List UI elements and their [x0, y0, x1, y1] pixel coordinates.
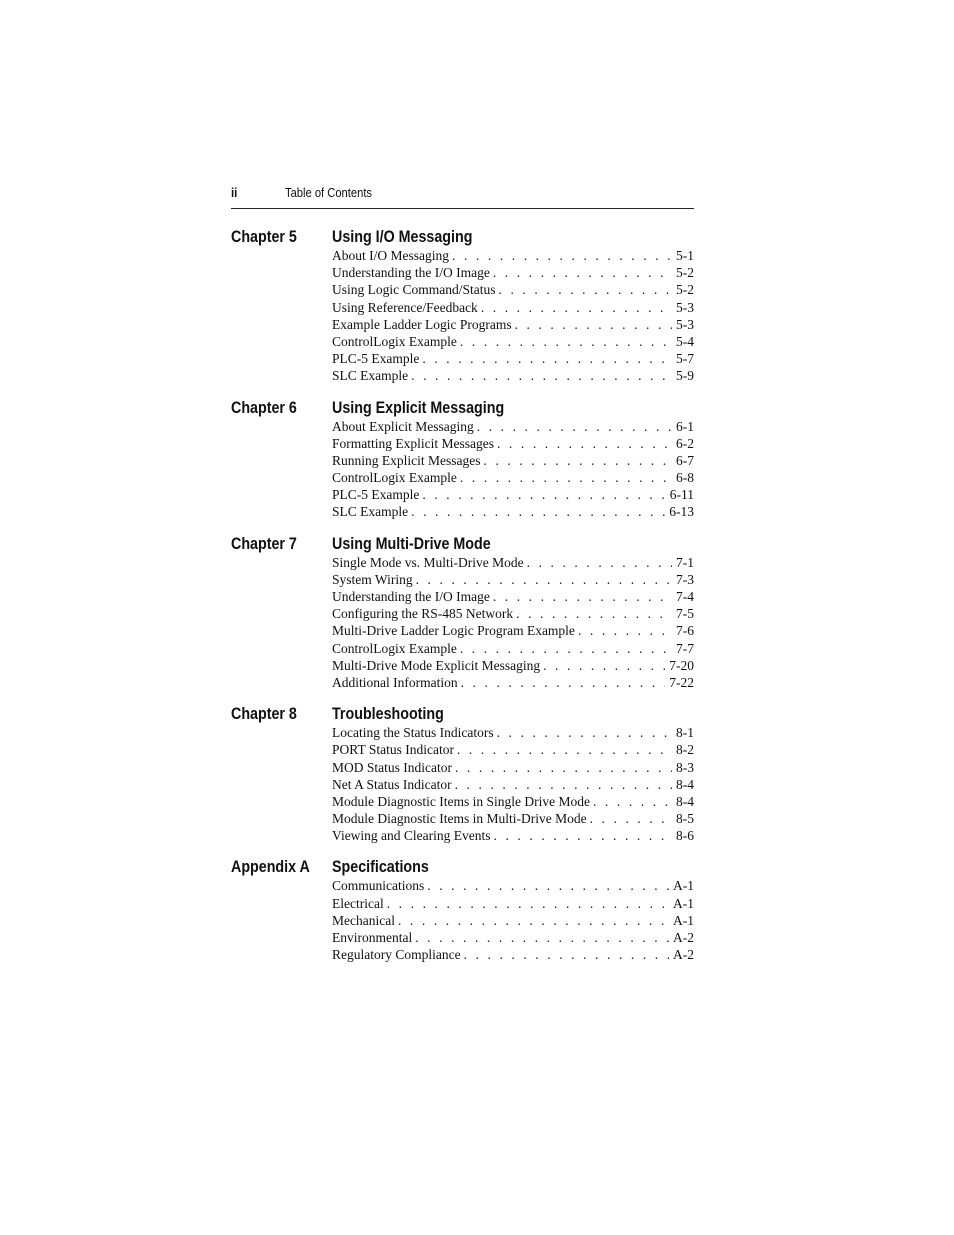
toc-entry[interactable] — [332, 418, 694, 435]
toc-entry-title: Understanding the I/O Image — [332, 589, 490, 604]
toc-entry-title: Environmental — [332, 930, 413, 945]
dot-leader — [452, 776, 672, 793]
toc-section — [231, 534, 694, 692]
toc-entry-title: Electrical — [332, 895, 384, 911]
toc-entry-title: ControlLogix Example — [332, 640, 457, 656]
toc-entry[interactable] — [332, 946, 694, 963]
toc-entry[interactable] — [332, 827, 694, 844]
toc-entry-page: 7-5 — [676, 606, 694, 622]
toc-entry[interactable] — [332, 912, 694, 929]
dot-leader — [408, 367, 672, 384]
toc-entry-title: About I/O Messaging — [332, 248, 449, 263]
dot-leader — [494, 435, 672, 452]
dot-leader — [419, 486, 665, 503]
toc-entry-title: Additional Information — [332, 674, 458, 690]
toc-entry[interactable] — [332, 895, 694, 912]
dot-leader — [452, 759, 672, 776]
toc-entry-page: 5-2 — [676, 282, 694, 298]
toc-entry[interactable] — [332, 588, 694, 605]
toc-entry-list — [332, 554, 694, 692]
toc-entry-title: Configuring the RS-485 Network — [332, 606, 514, 622]
dot-leader — [490, 588, 672, 605]
dot-leader — [419, 350, 672, 367]
toc-entry-title: Running Explicit Messages — [332, 452, 481, 468]
toc-entry[interactable] — [332, 724, 694, 741]
dot-leader — [494, 724, 672, 741]
toc-entry-title: Understanding the I/O Image — [332, 265, 490, 281]
dot-leader — [491, 827, 672, 844]
toc-entry[interactable] — [332, 571, 694, 588]
toc-entry-title: Net A Status Indicator — [332, 776, 452, 792]
toc-entry[interactable] — [332, 333, 694, 350]
toc-entry-title: Multi-Drive Ladder Logic Program Example — [332, 623, 575, 639]
toc-entry-page: 8-1 — [676, 725, 694, 741]
toc-entry[interactable] — [332, 452, 694, 469]
toc-entry-page: A-1 — [673, 895, 694, 911]
toc-entry-title: SLC Example — [332, 368, 409, 384]
toc-entry[interactable] — [332, 741, 694, 758]
dot-leader — [413, 571, 672, 588]
toc-entry[interactable] — [332, 299, 694, 316]
toc-entry-title: Formatting Explicit Messages — [332, 435, 494, 451]
section-label: Chapter 7 — [231, 533, 297, 553]
toc-entry-page: 5-4 — [676, 333, 694, 349]
toc-entry-title: Mechanical — [332, 912, 395, 928]
toc-entry[interactable] — [332, 367, 694, 384]
dot-leader — [575, 622, 672, 639]
toc-entry-page: 8-6 — [676, 828, 694, 844]
toc-entry[interactable] — [332, 674, 694, 691]
toc-entry-page: 6-7 — [676, 452, 694, 468]
dot-leader — [408, 503, 665, 520]
toc-entry-page: 6-13 — [669, 504, 694, 520]
table-of-contents — [231, 227, 694, 976]
toc-entry-page: 8-4 — [676, 776, 694, 792]
dot-leader — [395, 912, 669, 929]
dot-leader — [458, 674, 666, 691]
toc-entry-title: PLC-5 Example — [332, 351, 420, 367]
page-header — [231, 185, 694, 209]
toc-entry-title: Module Diagnostic Items in Single Drive Mode — [332, 793, 590, 809]
toc-entry-title: MOD Status Indicator — [332, 759, 452, 775]
toc-entry-page: 6-1 — [676, 418, 694, 434]
toc-entry-title: About Explicit Messaging — [332, 418, 474, 434]
toc-entry-page: 6-2 — [676, 435, 694, 451]
dot-leader — [424, 877, 669, 894]
dot-leader — [587, 810, 672, 827]
toc-entry-page: 8-4 — [676, 793, 694, 809]
dot-leader — [457, 333, 672, 350]
toc-entry-page: 7-22 — [669, 674, 694, 690]
toc-entry-title: Using Reference/Feedback — [332, 299, 478, 315]
toc-section — [231, 398, 694, 521]
toc-entry-title: ControlLogix Example — [332, 470, 457, 486]
toc-entry-title: Module Diagnostic Items in Multi-Drive Mode — [332, 811, 587, 827]
toc-entry-list — [332, 877, 694, 963]
toc-entry-page: 8-3 — [676, 759, 694, 775]
toc-entry-title: Example Ladder Logic Programs — [332, 316, 512, 332]
toc-entry-page: 5-7 — [676, 351, 694, 367]
toc-entry-page: 7-4 — [676, 589, 694, 604]
toc-entry[interactable] — [332, 247, 694, 264]
toc-entry-page: A-1 — [673, 878, 694, 894]
section-label: Chapter 6 — [231, 397, 297, 417]
toc-entry-title: System Wiring — [332, 571, 413, 587]
dot-leader — [512, 316, 672, 333]
dot-leader — [412, 929, 669, 946]
section-title: Using I/O Messaging — [332, 227, 473, 246]
dot-leader — [490, 264, 672, 281]
toc-entry[interactable] — [332, 316, 694, 333]
toc-entry[interactable] — [332, 281, 694, 298]
toc-entry[interactable] — [332, 929, 694, 946]
toc-entry[interactable] — [332, 554, 694, 571]
toc-entry[interactable] — [332, 469, 694, 486]
toc-entry[interactable] — [332, 264, 694, 281]
toc-entry-title: ControlLogix Example — [332, 333, 457, 349]
section-label: Chapter 5 — [231, 227, 297, 246]
toc-entry-title: Locating the Status Indicators — [332, 725, 494, 741]
toc-entry-title: Single Mode vs. Multi-Drive Mode — [332, 554, 524, 570]
toc-entry-page: A-2 — [673, 947, 694, 963]
section-label: Chapter 8 — [231, 704, 297, 724]
toc-entry-page: 5-9 — [676, 368, 694, 384]
section-title: Troubleshooting — [332, 704, 444, 724]
toc-entry-title: Regulatory Compliance — [332, 947, 461, 963]
running-header-title: Table of Contents — [285, 185, 373, 200]
section-title: Using Explicit Messaging — [332, 397, 505, 417]
toc-entry[interactable] — [332, 503, 694, 520]
toc-entry-page: 7-7 — [676, 640, 694, 656]
dot-leader — [524, 554, 672, 571]
dot-leader — [496, 281, 673, 298]
toc-entry[interactable] — [332, 622, 694, 639]
dot-leader — [474, 418, 672, 435]
toc-entry-page: 7-1 — [676, 554, 694, 570]
toc-entry[interactable] — [332, 640, 694, 657]
toc-entry-list — [332, 418, 694, 521]
toc-entry-page: 5-3 — [676, 316, 694, 332]
toc-entry-page: 5-3 — [676, 299, 694, 315]
toc-entry-page: 8-2 — [676, 742, 694, 758]
section-title: Specifications — [332, 857, 429, 877]
toc-entry-title: Using Logic Command/Status — [332, 282, 496, 298]
toc-entry-title: PLC-5 Example — [332, 487, 420, 503]
toc-entry[interactable] — [332, 486, 694, 503]
toc-entry-list — [332, 247, 694, 385]
dot-leader — [540, 657, 665, 674]
toc-entry[interactable] — [332, 350, 694, 367]
toc-entry[interactable] — [332, 810, 694, 827]
dot-leader — [449, 247, 672, 264]
toc-section — [231, 704, 694, 844]
dot-leader — [384, 895, 669, 912]
dot-leader — [478, 299, 672, 316]
toc-entry-title: Multi-Drive Mode Explicit Messaging — [332, 657, 541, 673]
toc-entry-page: A-1 — [673, 912, 694, 928]
dot-leader — [590, 793, 672, 810]
toc-section — [231, 227, 694, 385]
toc-entry-page: 7-3 — [676, 571, 694, 587]
toc-entry-page: A-2 — [673, 930, 694, 945]
toc-entry[interactable] — [332, 435, 694, 452]
toc-entry-page: 7-6 — [676, 623, 694, 639]
section-label: Appendix A — [231, 857, 310, 877]
dot-leader — [457, 469, 672, 486]
toc-entry[interactable] — [332, 776, 694, 793]
page-number: ii — [231, 185, 238, 200]
toc-entry-page: 5-2 — [676, 265, 694, 281]
toc-entry-title: Communications — [332, 878, 425, 894]
toc-entry-list — [332, 724, 694, 844]
toc-entry-page: 8-5 — [676, 811, 694, 827]
toc-entry[interactable] — [332, 759, 694, 776]
toc-entry-title: PORT Status Indicator — [332, 742, 454, 758]
dot-leader — [454, 741, 672, 758]
toc-entry-page: 6-8 — [676, 470, 694, 486]
toc-entry[interactable] — [332, 877, 694, 894]
toc-entry-page: 5-1 — [676, 248, 694, 263]
toc-entry-title: Viewing and Clearing Events — [332, 828, 491, 844]
dot-leader — [457, 640, 672, 657]
toc-entry-page: 6-11 — [669, 487, 694, 503]
toc-entry[interactable] — [332, 793, 694, 810]
toc-entry[interactable] — [332, 605, 694, 622]
section-title: Using Multi-Drive Mode — [332, 533, 491, 553]
toc-entry[interactable] — [332, 657, 694, 674]
toc-entry-title: SLC Example — [332, 504, 409, 520]
toc-section — [231, 857, 694, 963]
dot-leader — [461, 946, 669, 963]
toc-entry-page: 7-20 — [669, 657, 694, 673]
dot-leader — [513, 605, 672, 622]
dot-leader — [481, 452, 673, 469]
